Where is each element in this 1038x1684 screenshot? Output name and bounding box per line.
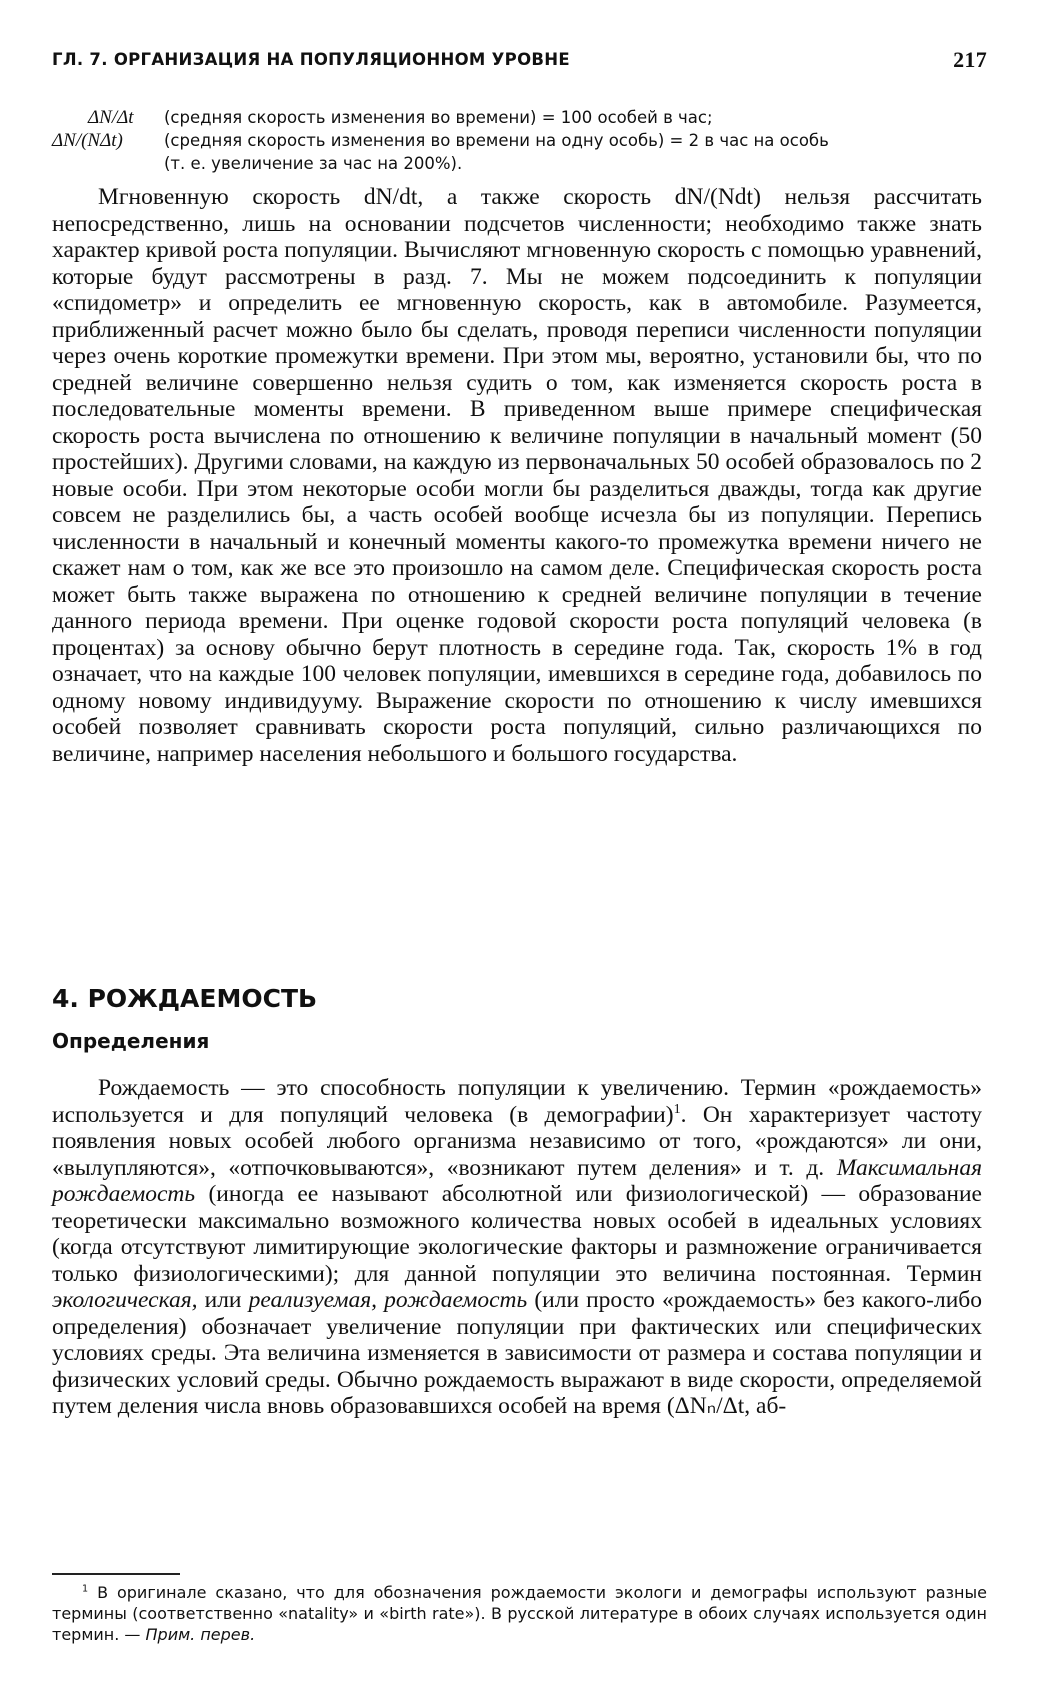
running-title: ГЛ. 7. ОРГАНИЗАЦИЯ НА ПОПУЛЯЦИОННОМ УРОВНЕ	[52, 50, 570, 69]
formula-symbol: ΔN/(NΔt)	[52, 130, 123, 151]
formula-symbol: ΔN/Δt	[88, 107, 134, 128]
text-run: Рождаемость — это способность популяции к увеличению. Термин «рождаемость» используется и для популяций человека (в демографии)	[52, 1075, 982, 1128]
footnote-divider	[52, 1573, 180, 1575]
paragraph-natality	[52, 1075, 982, 1420]
text-run: (или просто «рождаемость» без какого-либо определения) обозначает увеличение популяции при фактических или специфических условиях среды. Эта величина изменяется в зависимости от размера и состава популяции и физических условий среды. Обычно рождаемость выражают в виде скорости, определяемой путем деления числа вновь образовавшихся особей на время (ΔNₙ/Δt, аб-	[52, 1287, 982, 1419]
footnote-mark: 1	[82, 1583, 89, 1595]
term-italic: реализуемая, рождаемость	[248, 1287, 528, 1313]
formula-text: (т. е. увеличение за час на 200%).	[164, 154, 463, 173]
text-run: или	[197, 1287, 249, 1313]
formula-line	[52, 106, 987, 129]
section-heading: 4. РОЖДАЕМОСТЬ	[52, 984, 318, 1013]
footnote	[52, 1582, 987, 1645]
formula-text: (средняя скорость изменения во времени на одну особь) = 2 в час на особь	[164, 131, 829, 150]
page-number: 217	[953, 47, 987, 72]
formula-text: (средняя скорость изменения во времени) = 100 особей в час;	[164, 108, 713, 127]
term-italic: Максимальная рождаемость	[52, 1154, 982, 1207]
footnote-reference: 1	[673, 1100, 681, 1117]
footnote-note: Прим. перев.	[145, 1625, 256, 1644]
footnote-text: В оригинале сказано, что для обозначения рождаемости экологи и демографы используют разные термины (соответственно «natality» и «birth rate»). В русской литературе в обоих случаях используется один термин. —	[52, 1583, 987, 1644]
term-italic: экологическая,	[52, 1287, 198, 1313]
subsection-heading: Определения	[52, 1029, 210, 1053]
text-run: . Он характеризует частоту появления новых особей любого организма независимо от того, «рождаются» ли они, «вылупляются», «отпочковываются», «возникают путем деления» и т. д.	[52, 1101, 982, 1181]
text-run: (иногда ее называют абсолютной или физиологической) — образование теоретически максимально возможного количества новых особей в идеальных условиях (когда отсутствуют лимитирующие экологические факторы и размножение ограничивается только физиологическими); для данной популяции это величина постоянная. Термин	[52, 1181, 982, 1287]
formula-line	[52, 152, 987, 175]
formula-line	[52, 129, 987, 152]
rate-formulas	[52, 106, 987, 175]
paragraph-growth-rate: Мгновенную скорость dN/dt, а также скорость dN/(Ndt) нельзя рассчитать непосредственно, лишь на основании подсчетов численности; необходимо также знать характер кривой роста популяции. Вычисляют мгновенную скорость с помощью уравнений, которые будут рассмотрены в разд. 7. Мы не можем подсоединить к популяции «спидометр» и определить ее мгновенную скорость, как в автомобиле. Разумеется, приближенный расчет можно было бы сделать, проводя переписи численности популяции через очень короткие промежутки времени. При этом мы, вероятно, установили бы, что по средней величине совершенно нельзя судить о том, как изменяется скорость роста в последовательные моменты времени. В приведенном выше примере специфическая скорость роста вычислена по отношению к величине популяции в начальный момент (50 простейших). Другими словами, на каждую из первоначальных 50 особей образовалось по 2 новые особи. При этом некоторые особи могли бы разделиться дважды, тогда как другие совсем не разделились бы, а часть особей вообще исчезла бы из популяции. Перепись численности в начальный и конечный моменты какого-то промежутка времени ничего не скажет нам о том, как же все это произошло на самом деле. Специфическая скорость роста может быть также выражена по отношению к средней величине популяции в течение данного периода времени. При оценке годовой скорости роста популяций человека (в процентах) за основу обычно берут плотность в середине года. Так, скорость 1% в год означает, что на каждые 100 человек популяции, имевшихся в середине года, добавилось по одному новому индивидууму. Выражение скорости по отношению к числу имевшихся особей позволяет сравнивать скорости роста популяций, сильно различающихся по величине, например населения небольшого и большого государства.	[52, 184, 982, 767]
